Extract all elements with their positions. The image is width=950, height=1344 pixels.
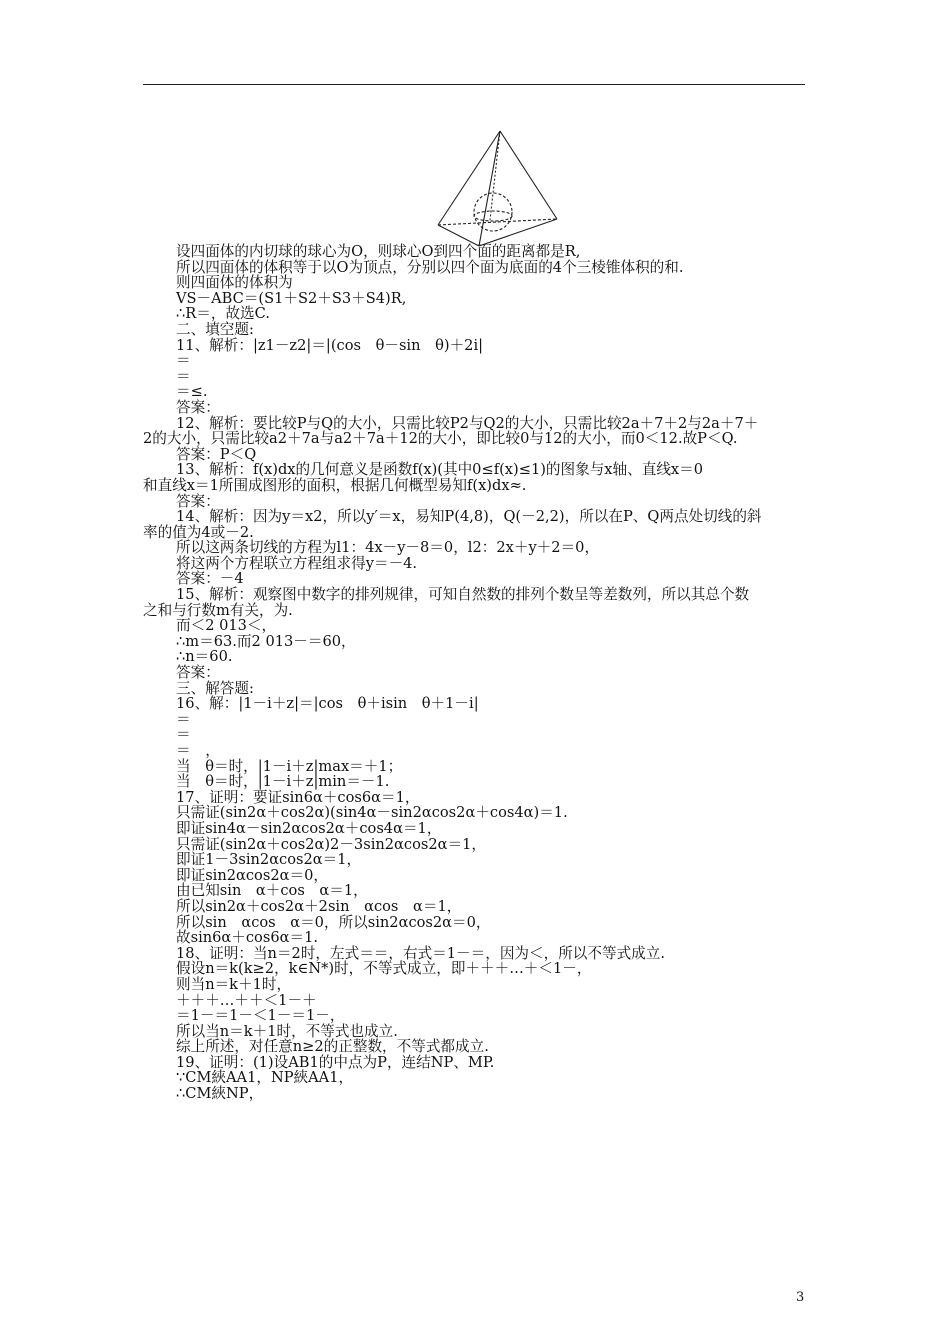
text-line: 而＜2 013＜， xyxy=(176,617,277,635)
text-line: ∴m＝63.而2 013－＝60， xyxy=(176,632,356,650)
text-line: 和直线x＝1所围成图形的面积，根据几何概型易知f(x)dx≈. xyxy=(143,476,527,494)
text-line: 综上所述，对任意n≥2的正整数，不等式都成立. xyxy=(176,1038,489,1056)
text-line: ∴CM綊NP， xyxy=(176,1085,264,1103)
text-line: 2的大小，只需比较a2＋7a与a2＋7a＋12的大小，即比较0与12的大小，而0＜12.故P＜Q. xyxy=(143,430,738,448)
text-line: ∴R＝，故选C. xyxy=(176,305,270,323)
solution-text xyxy=(143,243,816,1103)
text-line: 由已知sin α＋cos α＝1， xyxy=(176,882,368,900)
text-line: 则四面体的体积为 xyxy=(176,274,293,292)
text-line: 只需证(sin2α＋cos2α)(sin4α－sin2αcos2α＋cos4α)＝1. xyxy=(176,804,568,822)
text-line: 答案： xyxy=(176,664,220,682)
text-line: 将这两个方程联立方程组求得y＝－4. xyxy=(176,554,418,572)
text-line: 13、解析：f(x)dx的几何意义是函数f(x)(其中0≤f(x)≤1)的图象与x轴、直线x＝0 xyxy=(176,461,704,479)
text-line: 则当n＝k＋1时， xyxy=(176,975,292,993)
text-line: 只需证(sin2α＋cos2α)2－3sin2αcos2α＝1， xyxy=(176,835,486,853)
text-line: 所以当n＝k＋1时，不等式也成立. xyxy=(176,1022,398,1040)
page-number: 3 xyxy=(796,1290,805,1305)
text-line: 即证1－3sin2αcos2α＝1， xyxy=(176,851,362,869)
text-line: 答案： xyxy=(176,398,220,416)
text-line: ＝ xyxy=(176,726,191,744)
text-line: 14、解析：因为y＝x2，所以y′＝x，易知P(4,8)，Q(－2,2)，所以在P、Q两点处切线的斜 xyxy=(176,508,762,526)
text-line: 11、解析：|z1－z2|＝|(cos θ－sin θ)＋2i| xyxy=(176,336,484,354)
text-line: ＝1－＝1－＜1－＝1－， xyxy=(176,1007,345,1025)
text-line: ＝≤. xyxy=(176,383,208,401)
text-line: ＝ xyxy=(176,710,191,728)
text-line: 假设n＝k(k≥2，k∈N*)时，不等式成立，即＋＋＋…＋＜1－， xyxy=(176,960,592,978)
text-line: 三、解答题: xyxy=(176,679,254,697)
text-line: ∵CM綊AA1，NP綊AA1， xyxy=(176,1069,354,1087)
text-line: 16、解：|1－i＋z|＝|cos θ＋isin θ＋1－i| xyxy=(176,695,479,713)
text-line: 19、证明：(1)设AB1的中点为P，连结NP、MP. xyxy=(176,1053,495,1071)
text-line: ＝ ， xyxy=(176,742,220,759)
text-line: 之和与行数m有关，为. xyxy=(143,601,293,619)
tetrahedron-inscribed-sphere-figure xyxy=(430,128,565,250)
text-line: ＝ xyxy=(176,367,191,385)
text-line: 二、填空题: xyxy=(176,320,254,338)
text-line: 17、证明：要证sin6α＋cos6α＝1， xyxy=(176,788,420,806)
text-line: ∴n＝60. xyxy=(176,648,233,666)
text-line: ＝ xyxy=(176,352,191,370)
header-rule xyxy=(143,84,805,85)
text-line: VS－ABC＝(S1＋S2＋S3＋S4)R, xyxy=(176,289,407,307)
text-line: 所以sin αcos α＝0，所以sin2αcos2α＝0， xyxy=(176,913,491,931)
text-line: 所以sin2α＋cos2α＋2sin αcos α＝1， xyxy=(176,897,462,915)
text-line: 设四面体的内切球的球心为O，则球心O到四个面的距离都是R, xyxy=(176,243,581,260)
text-line: 故sin6α＋cos6α＝1. xyxy=(176,929,318,947)
text-line: 所以四面体的体积等于以O为顶点，分别以四个面为底面的4个三棱锥体积的和. xyxy=(176,258,684,276)
text-line: 答案：P＜Q xyxy=(176,445,257,463)
text-line: 所以这两条切线的方程为l1：4x－y－8＝0，l2：2x＋y＋2＝0， xyxy=(176,539,600,557)
text-line: 18、证明：当n＝2时，左式＝＝，右式＝1－＝，因为＜，所以不等式成立. xyxy=(176,944,665,962)
text-line: 当 θ＝时，|1－i＋z|max＝＋1； xyxy=(176,757,403,775)
text-line: ＋＋＋…＋＋＜1－＋ xyxy=(176,991,317,1009)
text-line: 答案： xyxy=(176,492,220,510)
text-line: 当 θ＝时，|1－i＋z|min＝－1. xyxy=(176,773,390,791)
text-line: 即证sin2αcos2α＝0， xyxy=(176,866,328,884)
text-line: 12、解析：要比较P与Q的大小，只需比较P2与Q2的大小，只需比较2a＋7＋2与2a＋7＋ xyxy=(176,414,759,432)
text-line: 即证sin4α－sin2αcos2α＋cos4α＝1， xyxy=(176,819,442,837)
text-line: 15、解析：观察图中数字的排列规律，可知自然数的排列个数呈等差数列，所以其总个数 xyxy=(176,586,750,604)
text-line: 答案：－4 xyxy=(176,570,244,588)
text-line: 率的值为4或－2. xyxy=(143,523,254,541)
